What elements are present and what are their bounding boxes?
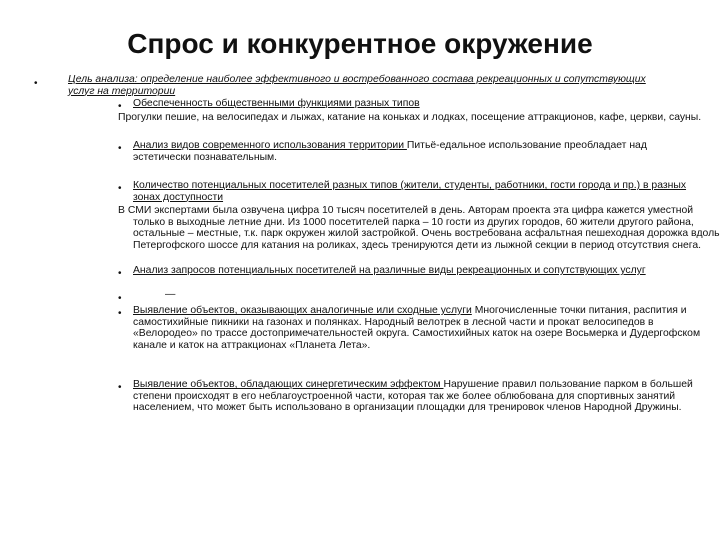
item-heading: Выявление объектов, оказывающих аналогичные или сходные услуги (133, 305, 472, 316)
item-text: Питьё-едальное использование преобладает над эстетически познавательным. (133, 140, 647, 163)
bullet: • (118, 293, 122, 304)
item-heading: Обеспеченность общественными функциями разных типов (133, 98, 420, 109)
list-item (133, 305, 705, 351)
list-item: Прогулки пешие, на велосипедах и лыжах, катание на коньках и лодках, посещение аттракционов, кафе, церкви, сауны. (118, 112, 702, 123)
bullet: • (118, 143, 122, 154)
list-item (133, 140, 673, 163)
bullet: • (118, 101, 122, 112)
list-item (133, 265, 653, 277)
item-text: Многочисленные точки питания, распития и самостихийные пикники на газонах и полянках. Народный велотрек в лесной части и прокат велосипедов в «Велородео» по трассе достопримечательностей округа. Самостихийных каток на озере Восьмерка и Дудергофском канале и каток на аттракционах «Планета Лета». (133, 305, 701, 351)
bullet: • (118, 268, 122, 279)
bullet: • (118, 308, 122, 319)
item-heading: Анализ запросов потенциальных посетителей на различные виды рекреационных и сопутствующих услуг (133, 265, 646, 276)
item-text: Нарушение правил пользование парком в большей степени происходят в его неблагоустроенной части, которая так же более облюбована для спортивных занятий населением, что может быть использовано в организации площадки для тренировок членов Народной Дружины. (133, 379, 693, 414)
item-heading: Количество потенциальных посетителей разных типов (жители, студенты, работники, гости города и пр.) в разных зонах доступности (133, 180, 687, 203)
item-heading: Выявление объектов, обладающих синергетическим эффектом (133, 379, 444, 390)
item-heading: Анализ видов современного использования территории (133, 140, 407, 151)
list-item (165, 289, 175, 301)
list-item: В СМИ экспертами была озвучена цифра 10 тысяч посетителей в день. Авторам проекта эта цифра кажется уместной только в выходные летние дни. Из 1000 посетителей парка – 10 гости из других городов, 60 жители другого района, остальные – местные, т.к. парк окружен жилой застройкой. Очень востребована асфальтная пешеходная дорожка вдоль Петергофского шоссе для катания на роликах, здесь тренируются дети из лыжной секции в период отсутствия снега. (118, 205, 720, 251)
item-text: — (165, 289, 176, 300)
bullet: • (118, 382, 122, 393)
goal-text: Цель анализа: определение наиболее эффективного и востребованного состава рекреационных и сопутствующих услуг на территории (68, 74, 646, 97)
slide-title: Спрос и конкурентное окружение (127, 28, 593, 59)
bullet: • (118, 183, 122, 194)
list-item (133, 180, 693, 203)
list-item (133, 98, 693, 110)
bullet: • (34, 78, 38, 89)
list-item (133, 379, 708, 414)
